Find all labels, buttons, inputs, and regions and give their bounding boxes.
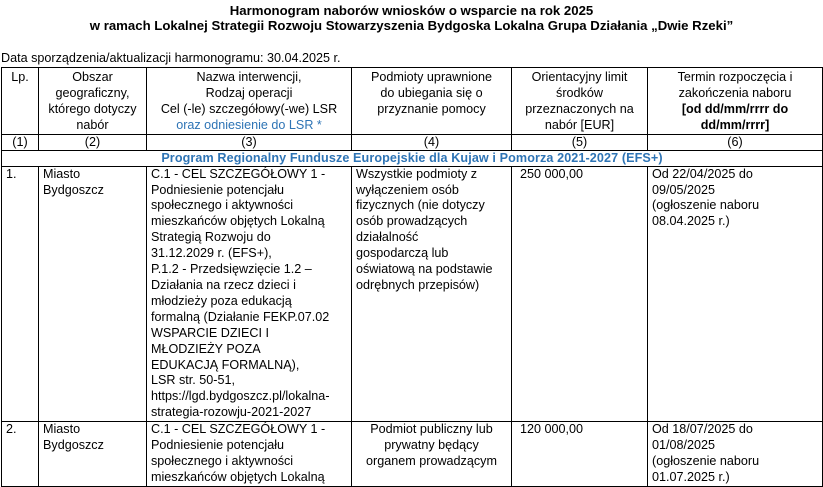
col-header-limit — [512, 68, 648, 135]
row-entities — [352, 422, 512, 487]
header-text-line: środków — [556, 85, 603, 100]
term-line: Od 22/04/2025 do — [652, 166, 753, 181]
intervention-line: WSPARCIE DZIECI I — [151, 325, 270, 340]
header-text-line: Obszar — [72, 70, 113, 84]
entities-line: gospodarczą lub — [356, 246, 449, 261]
col-header-area — [39, 68, 147, 135]
header-bold-line: dd/mm/rrrr] — [700, 117, 770, 132]
intervention-line: mieszkańców objętych Lokalną — [151, 214, 325, 229]
term-line: 08.04.2025 r.) — [652, 214, 730, 229]
row-term — [648, 166, 823, 422]
term-line: Od 18/07/2025 do — [652, 422, 753, 437]
intervention-line: młodzieży poza edukacją — [151, 293, 292, 308]
header-text-line: nabór — [76, 117, 109, 132]
column-number: (3) — [147, 134, 352, 150]
header-text-line: Podmioty uprawnione — [370, 70, 493, 84]
program-name: Program Regionalny Fundusze Europejskie dla Kujaw i Pomorza 2021-2027 (EFS+) — [2, 150, 823, 166]
entities-line: odrębnych przepisów) — [356, 277, 480, 292]
col-header-entities — [352, 68, 512, 135]
document-title-line1: Harmonogram naborów wniosków o wsparcie na rok 2025 — [229, 3, 594, 18]
row-intervention — [147, 166, 352, 422]
program-row — [2, 150, 823, 166]
entities-line: oświatową na podstawie — [356, 262, 493, 277]
term-line: 01/08/2025 — [652, 438, 716, 453]
intervention-line: strategia-rozowju-2021-2027 — [151, 405, 312, 420]
entities-line: prywatny będący — [384, 438, 479, 453]
entities-line: organem prowadzącym — [366, 453, 497, 468]
area-line: Bydgoszcz — [43, 182, 104, 197]
entities-line: Wszystkie podmioty z — [356, 166, 478, 181]
column-number: (5) — [512, 134, 648, 150]
intervention-line: C.1 - CEL SZCZEGÓŁOWY 1 - — [151, 422, 326, 437]
header-text-line: przyznanie pomocy — [377, 101, 486, 116]
header-text-line: Cel (-le) szczegółowy(-we) LSR — [160, 101, 338, 116]
column-number: (6) — [648, 134, 823, 150]
row-intervention — [147, 422, 352, 487]
col-header-term — [648, 68, 823, 135]
area-line: Miasto — [43, 422, 81, 437]
header-bold-line: [od dd/mm/rrrr do — [681, 101, 789, 116]
header-text-line: zakończenia naboru — [678, 85, 792, 100]
col-header-lp — [2, 68, 39, 135]
intervention-line: C.1 - CEL SZCZEGÓŁOWY 1 - — [151, 166, 326, 181]
intervention-line: Podniesienie potencjału — [151, 438, 285, 453]
intervention-line: LSR str. 50-51, — [151, 373, 235, 388]
intervention-line: mieszkańców objętych Lokalną — [151, 469, 325, 484]
header-text-line: którego dotyczy — [48, 101, 137, 116]
term-line: 01.07.2025 r.) — [652, 469, 730, 484]
column-number: (1) — [2, 134, 39, 150]
intervention-line: Działania na rzecz dzieci i — [151, 277, 296, 292]
entities-line: działalność — [356, 230, 419, 245]
table-header-row — [2, 68, 823, 135]
intervention-line: 31.12.2029 r. (EFS+), — [151, 246, 272, 261]
header-text-line: Nazwa interwencji, — [196, 70, 302, 84]
row-entities — [352, 166, 512, 422]
header-text-line: Rodzaj operacji — [205, 85, 293, 100]
intervention-line: https://lgd.bydgoszcz.pl/lokalna- — [151, 389, 330, 404]
table-row — [2, 166, 823, 422]
header-text-line: nabór [EUR] — [544, 117, 615, 132]
intervention-line: MŁODZIEŻY POZA — [151, 341, 261, 356]
header-text-line: przeznaczonych na — [525, 101, 634, 116]
row-area — [39, 422, 147, 487]
row-limit: 250 000,00 — [512, 166, 648, 422]
col-header-intervention — [147, 68, 352, 135]
document-title-line2: w ramach Lokalnej Strategii Rozwoju Stowarzyszenia Bydgoska Lokalna Grupa Działania „Dwie Rzeki” — [89, 18, 734, 33]
row-lp: 1. — [2, 166, 39, 422]
area-line: Bydgoszcz — [43, 438, 104, 453]
column-number: (4) — [352, 134, 512, 150]
header-text-line: Lp. — [11, 70, 29, 84]
table-row — [2, 422, 823, 487]
row-limit: 120 000,00 — [512, 422, 648, 487]
header-text-line: Orientacyjny limit — [531, 70, 628, 84]
intervention-line: formalną (Działanie FEKP.07.02 — [151, 309, 330, 324]
intervention-line: społecznego i aktywności — [151, 453, 294, 468]
intervention-line: społecznego i aktywności — [151, 198, 294, 213]
intervention-line: EDUKACJĄ FORMALNĄ), — [151, 357, 300, 372]
entities-line: wyłączeniem osób — [356, 182, 459, 197]
intervention-line: P.1.2 - Przedsięwzięcie 1.2 – — [151, 262, 312, 277]
row-term — [648, 422, 823, 487]
area-line: Miasto — [43, 166, 81, 181]
schedule-date-note: Data sporządzenia/aktualizacji harmonogramu: 30.04.2025 r. — [1, 51, 341, 65]
entities-line: Podmiot publiczny lub — [370, 422, 493, 437]
term-line: 09/05/2025 — [652, 182, 716, 197]
column-number: (2) — [39, 134, 147, 150]
term-line: (ogłoszenie naboru — [652, 198, 760, 213]
row-lp: 2. — [2, 422, 39, 487]
entities-line: osób prowadzących — [356, 214, 468, 229]
lsr-reference-note: oraz odniesienie do LSR * — [176, 117, 322, 132]
row-area — [39, 166, 147, 422]
intervention-line: Strategią Rozwoju do — [151, 230, 271, 245]
header-text-line: Termin rozpoczęcia i — [677, 70, 793, 84]
entities-line: fizycznych (nie dotyczy — [356, 198, 485, 213]
header-text-line: geograficzny, — [55, 85, 130, 100]
term-line: (ogłoszenie naboru — [652, 453, 760, 468]
header-text-line: do ubiegania się o — [380, 85, 483, 100]
intervention-line: Podniesienie potencjału — [151, 182, 285, 197]
column-number-row — [2, 134, 823, 150]
schedule-table — [1, 67, 823, 487]
